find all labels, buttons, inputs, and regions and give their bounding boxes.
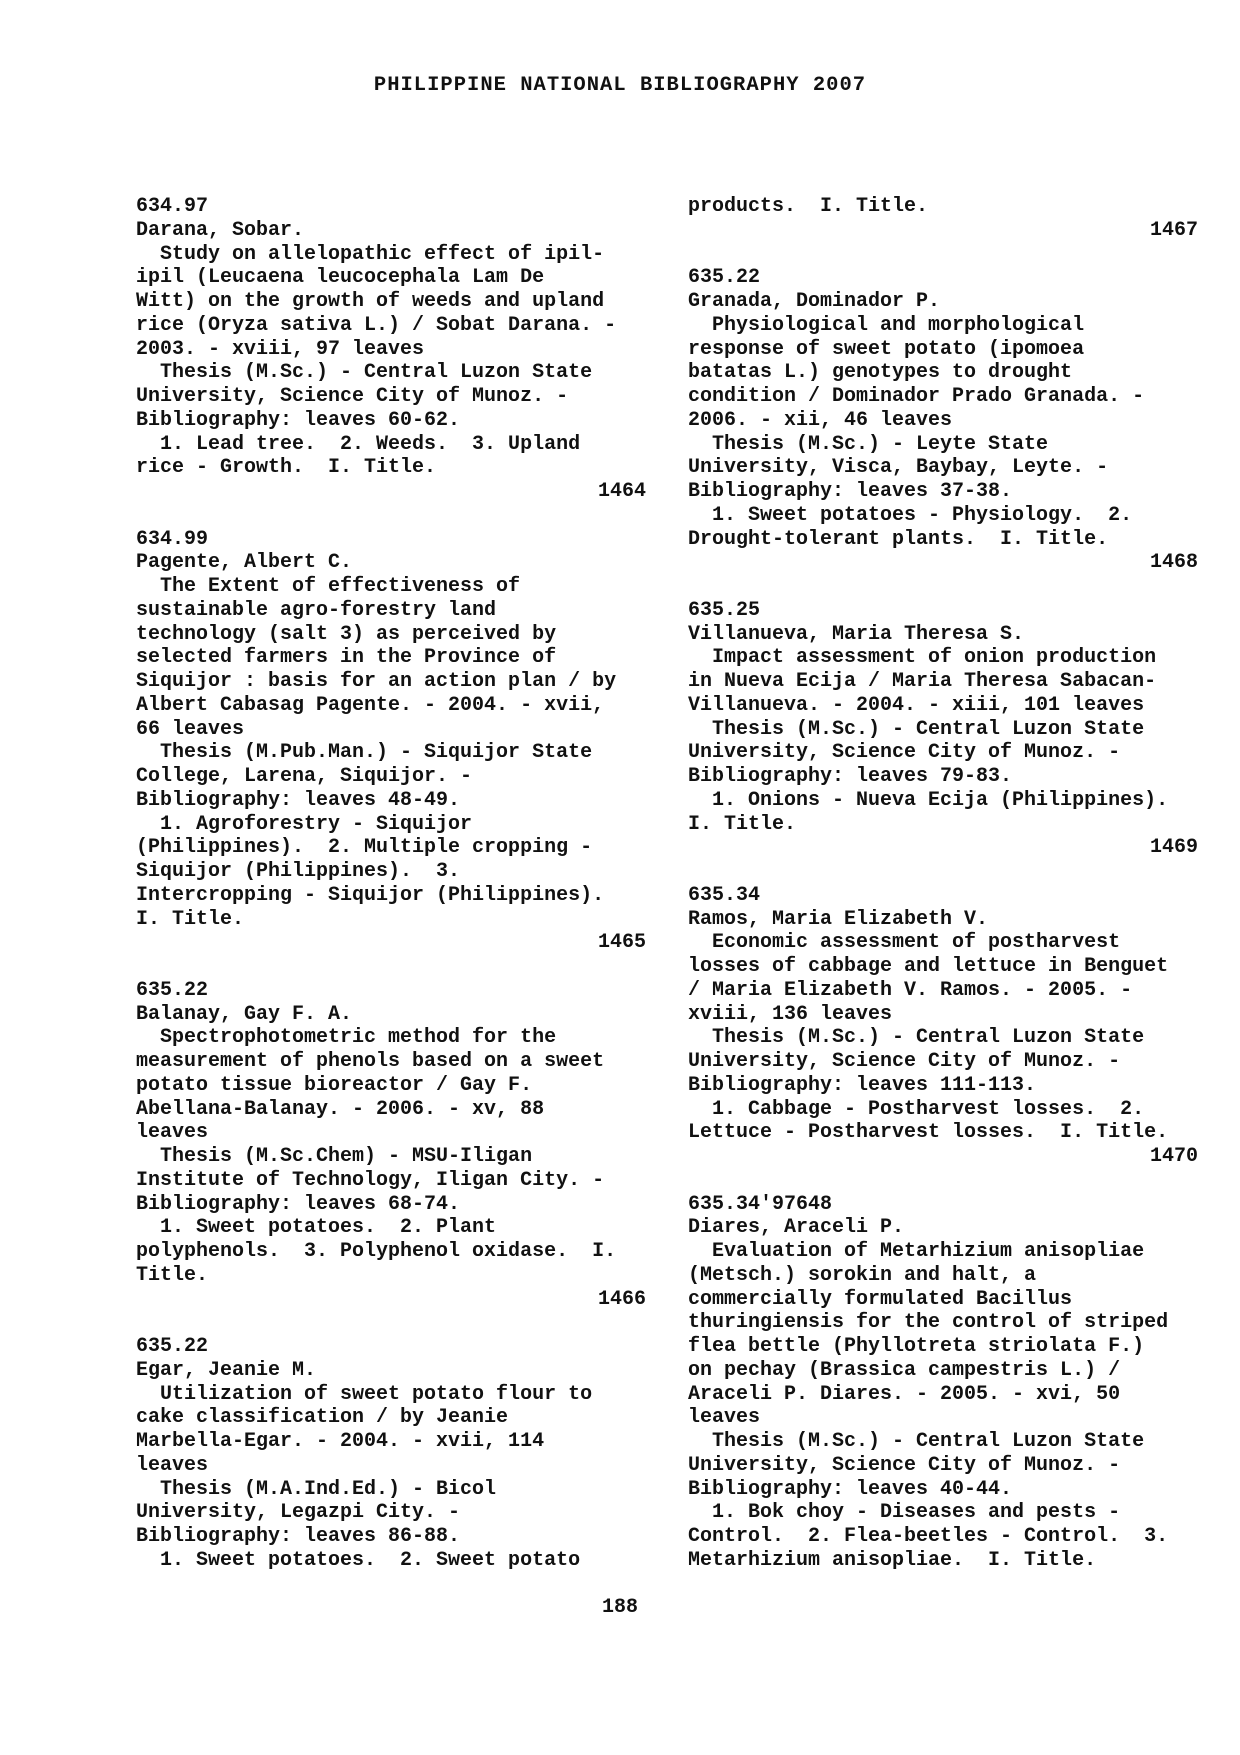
- entry-line: 1. Bok choy - Diseases and pests -: [688, 1501, 1121, 1525]
- entry-line: 634.99: [136, 527, 209, 551]
- entry-line: Thesis (M.Sc.) - Leyte State: [688, 432, 1049, 456]
- entry-line: rice - Growth. I. Title.: [136, 456, 437, 480]
- entry-line: Bibliography: leaves 86-88.: [136, 1525, 461, 1548]
- entry-line: (Metsch.) sorokin and halt, a: [688, 1263, 1037, 1287]
- entry-line: rice (Oryza sativa L.) / Sobat Darana. -: [136, 313, 617, 337]
- entry-number: 1469: [1149, 836, 1198, 860]
- entry-line: Egar, Jeanie M.: [136, 1358, 317, 1382]
- entry-line: Bibliography: leaves 68-74.: [136, 1192, 461, 1216]
- entry-line: Control. 2. Flea-beetles - Control. 3.: [688, 1525, 1169, 1548]
- entry-line: 1. Onions - Nueva Ecija (Philippines).: [688, 788, 1169, 812]
- bibliography-entry: [136, 1335, 646, 1573]
- entry-line: The Extent of effectiveness of: [136, 575, 521, 598]
- bibliography-entry: [688, 195, 1198, 243]
- entry-line: thuringiensis for the control of striped: [688, 1311, 1169, 1335]
- entry-line: Bibliography: leaves 60-62.: [136, 408, 461, 432]
- entry-line: I. Title.: [688, 812, 797, 836]
- entry-number: 1470: [1149, 1145, 1198, 1168]
- entry-line: Impact assessment of onion production: [688, 646, 1157, 670]
- entry-line: cake classification / by Jeanie: [136, 1406, 509, 1430]
- entry-line: 635.22: [136, 978, 209, 1002]
- bibliography-entry: [688, 266, 1198, 575]
- entry-line: technology (salt 3) as perceived by: [136, 622, 557, 646]
- entry-line: Marbella-Egar. - 2004. - xvii, 114: [136, 1430, 545, 1453]
- entry-line: 2006. - xii, 46 leaves: [688, 408, 953, 432]
- entry-line: 1. Sweet potatoes. 2. Plant: [136, 1216, 497, 1240]
- entry-line: products. I. Title.: [688, 195, 929, 218]
- entry-line: condition / Dominador Prado Granada. -: [688, 385, 1145, 408]
- entry-line: Physiological and morphological: [688, 313, 1085, 337]
- entry-line: xviii, 136 leaves: [688, 1002, 893, 1026]
- bibliography-entry: [688, 884, 1198, 1169]
- entry-line: 635.34'97648: [688, 1192, 833, 1216]
- entry-line: University, Science City of Munoz. -: [688, 741, 1121, 765]
- entry-line: 1. Sweet potatoes. 2. Sweet potato: [136, 1548, 581, 1572]
- entry-line: on pechay (Brassica campestris L.) /: [688, 1358, 1121, 1382]
- entry-line: 635.22: [688, 266, 761, 290]
- entry-line: flea bettle (Phyllotreta striolata F.): [688, 1335, 1145, 1358]
- entry-line: Thesis (M.Sc.) - Central Luzon State: [688, 717, 1145, 741]
- entry-line: Siquijor : basis for an action plan / by: [136, 670, 617, 693]
- right-column: [688, 195, 1198, 1573]
- page-header: PHILIPPINE NATIONAL BIBLIOGRAPHY 2007: [373, 74, 867, 97]
- entry-line: Thesis (M.Pub.Man.) - Siquijor State: [136, 741, 593, 765]
- page-number: 188: [601, 1596, 638, 1619]
- entry-line: 1. Cabbage - Postharvest losses. 2.: [688, 1097, 1145, 1121]
- entry-line: Spectrophotometric method for the: [136, 1026, 557, 1050]
- entry-line: leaves: [688, 1406, 761, 1430]
- entry-line: Institute of Technology, Iligan City. -: [136, 1168, 605, 1192]
- entry-line: 635.25: [688, 598, 761, 622]
- entry-line: Title.: [136, 1263, 209, 1287]
- entry-line: Granada, Dominador P.: [688, 290, 941, 313]
- entry-number: 1464: [597, 480, 646, 503]
- entry-line: Darana, Sobar.: [136, 218, 305, 242]
- entry-line: Economic assessment of postharvest: [688, 931, 1121, 955]
- entry-line: University, Visca, Baybay, Leyte. -: [688, 456, 1109, 480]
- entry-line: selected farmers in the Province of: [136, 646, 557, 670]
- bibliography-entry: [136, 528, 646, 956]
- bibliography-entry: [136, 979, 646, 1312]
- entry-line: 66 leaves: [136, 717, 245, 741]
- entry-line: polyphenols. 3. Polyphenol oxidase. I.: [136, 1240, 617, 1263]
- entry-line: / Maria Elizabeth V. Ramos. - 2005. -: [688, 978, 1133, 1002]
- entry-line: College, Larena, Siquijor. -: [136, 765, 473, 788]
- entry-line: Lettuce - Postharvest losses. I. Title.: [688, 1121, 1169, 1145]
- entry-line: Diares, Araceli P.: [688, 1216, 905, 1240]
- entry-line: 634.97: [136, 195, 209, 218]
- entry-line: Intercropping - Siquijor (Philippines).: [136, 883, 605, 907]
- entry-line: Drought-tolerant plants. I. Title.: [688, 527, 1109, 551]
- entry-number: 1466: [597, 1287, 646, 1311]
- entry-line: leaves: [136, 1121, 209, 1145]
- entry-line: Siquijor (Philippines). 3.: [136, 860, 461, 883]
- entry-line: ipil (Leucaena leucocephala Lam De: [136, 266, 545, 290]
- entry-line: 635.34: [688, 883, 761, 907]
- entry-number: 1467: [1149, 218, 1198, 242]
- entry-line: Villanueva, Maria Theresa S.: [688, 622, 1025, 646]
- entry-line: University, Science City of Munoz. -: [688, 1453, 1121, 1477]
- entry-line: response of sweet potato (ipomoea: [688, 337, 1085, 361]
- entry-line: 2003. - xviii, 97 leaves: [136, 337, 425, 361]
- entry-line: I. Title.: [136, 907, 245, 931]
- entry-line: Thesis (M.Sc.) - Central Luzon State: [688, 1026, 1145, 1050]
- entry-line: losses of cabbage and lettuce in Benguet: [688, 955, 1169, 978]
- entry-line: potato tissue bioreactor / Gay F.: [136, 1073, 533, 1097]
- entry-line: University, Science City of Munoz. -: [136, 385, 569, 408]
- entry-line: Bibliography: leaves 37-38.: [688, 480, 1013, 503]
- entry-line: University, Legazpi City. -: [136, 1501, 461, 1525]
- bibliography-entry: [136, 195, 646, 504]
- entry-number: 1468: [1149, 551, 1198, 575]
- entry-line: Evaluation of Metarhizium anisopliae: [688, 1240, 1145, 1263]
- entry-line: Araceli P. Diares. - 2005. - xvi, 50: [688, 1382, 1121, 1406]
- entry-line: Metarhizium anisopliae. I. Title.: [688, 1548, 1097, 1572]
- left-column: [136, 195, 646, 1573]
- entry-line: Utilization of sweet potato flour to: [136, 1382, 593, 1406]
- entry-line: measurement of phenols based on a sweet: [136, 1050, 605, 1073]
- entry-line: Pagente, Albert C.: [136, 551, 353, 575]
- entry-line: Balanay, Gay F. A.: [136, 1002, 353, 1026]
- entry-line: Bibliography: leaves 48-49.: [136, 788, 461, 812]
- entry-number: 1465: [597, 931, 646, 955]
- entry-line: Ramos, Maria Elizabeth V.: [688, 907, 989, 931]
- entry-line: 635.22: [136, 1335, 209, 1358]
- entry-line: Albert Cabasag Pagente. - 2004. - xvii,: [136, 693, 605, 717]
- entry-line: sustainable agro-forestry land: [136, 598, 497, 622]
- entry-line: Bibliography: leaves 40-44.: [688, 1477, 1013, 1501]
- entry-line: (Philippines). 2. Multiple cropping -: [136, 836, 593, 860]
- entry-line: leaves: [136, 1453, 209, 1477]
- entry-line: Thesis (M.Sc.Chem) - MSU-Iligan: [136, 1145, 533, 1168]
- entry-line: Thesis (M.A.Ind.Ed.) - Bicol: [136, 1477, 497, 1501]
- entry-line: Bibliography: leaves 111-113.: [688, 1073, 1037, 1097]
- bibliography-entry: [688, 1193, 1198, 1573]
- entry-line: Abellana-Balanay. - 2006. - xv, 88: [136, 1097, 545, 1121]
- entry-line: Thesis (M.Sc.) - Central Luzon State: [688, 1430, 1145, 1453]
- entry-line: 1. Sweet potatoes - Physiology. 2.: [688, 503, 1133, 527]
- entry-line: in Nueva Ecija / Maria Theresa Sabacan-: [688, 670, 1157, 693]
- entry-line: Thesis (M.Sc.) - Central Luzon State: [136, 361, 593, 385]
- entry-line: batatas L.) genotypes to drought: [688, 361, 1073, 385]
- entry-line: Witt) on the growth of weeds and upland: [136, 290, 605, 313]
- entry-line: Villanueva. - 2004. - xiii, 101 leaves: [688, 693, 1145, 717]
- entry-line: 1. Agroforestry - Siquijor: [136, 812, 473, 836]
- bibliography-entry: [688, 599, 1198, 860]
- entry-line: commercially formulated Bacillus: [688, 1287, 1073, 1311]
- entry-line: 1. Lead tree. 2. Weeds. 3. Upland: [136, 432, 581, 456]
- entry-line: Study on allelopathic effect of ipil-: [136, 242, 605, 266]
- entry-line: Bibliography: leaves 79-83.: [688, 765, 1013, 788]
- entry-line: University, Science City of Munoz. -: [688, 1050, 1121, 1073]
